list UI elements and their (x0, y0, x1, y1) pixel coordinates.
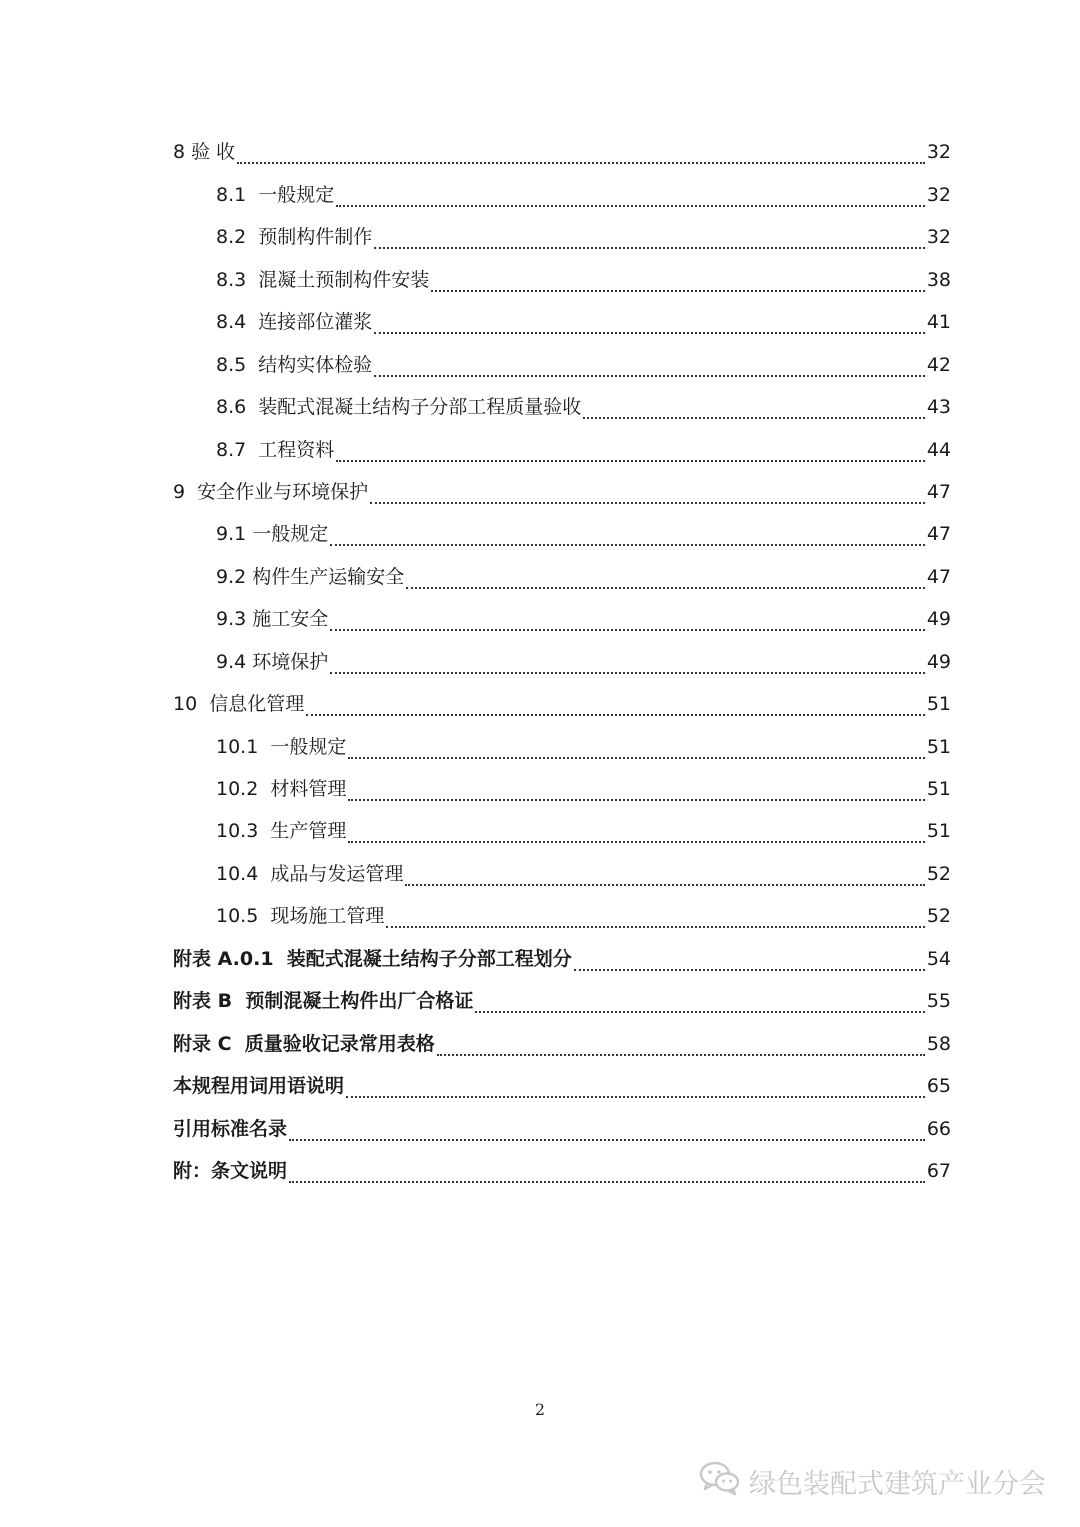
toc-entry-page: 42 (926, 353, 951, 376)
toc-entry-page: 49 (926, 608, 951, 631)
toc-leader-dots (406, 587, 925, 589)
toc-leader-dots (289, 1181, 925, 1183)
toc-entry-page: 47 (926, 480, 951, 503)
toc-entry-label: 8.7 工程资料 (216, 438, 335, 461)
toc-entry[interactable] (173, 683, 951, 725)
toc-entry-label: 9.1 一般规定 (216, 523, 329, 546)
toc-entry-page: 58 (926, 1032, 951, 1055)
toc-leader-dots (370, 502, 925, 504)
watermark-text: 绿色装配式建筑产业分会 (749, 1469, 1046, 1500)
toc-entry-label: 本规程用词用语说明 (173, 1075, 345, 1098)
toc-leader-dots (289, 1139, 925, 1141)
toc-entry[interactable] (173, 216, 951, 258)
toc-entry-label: 8.1 一般规定 (216, 183, 335, 206)
toc-leader-dots (386, 926, 924, 928)
toc-leader-dots (336, 460, 925, 462)
toc-entry[interactable] (173, 1022, 951, 1064)
toc-entry[interactable] (173, 810, 951, 852)
toc-entry[interactable] (173, 513, 951, 555)
toc-leader-dots (346, 1096, 925, 1098)
toc-leader-dots (330, 672, 925, 674)
toc-entry-page: 55 (926, 990, 951, 1013)
toc-entry-page: 47 (926, 523, 951, 546)
toc-entry-page: 67 (926, 1159, 951, 1182)
toc-entry-label: 8 验 收 (173, 141, 236, 164)
toc-entry-page: 51 (926, 820, 951, 843)
toc-leader-dots (405, 884, 924, 886)
toc-entry[interactable] (173, 768, 951, 810)
toc-entry[interactable] (173, 598, 951, 640)
toc-entry-label: 10.4 成品与发运管理 (216, 862, 404, 885)
toc-entry-label: 8.3 混凝土预制构件安装 (216, 268, 430, 291)
toc-entry-page: 41 (926, 311, 951, 334)
toc-entry[interactable] (173, 555, 951, 597)
toc-entry-label: 9.2 构件生产运输安全 (216, 565, 405, 588)
toc-entry-page: 32 (926, 226, 951, 249)
toc-entry[interactable] (173, 937, 951, 979)
toc-entry[interactable] (173, 173, 951, 215)
toc-entry[interactable] (173, 131, 951, 173)
toc-entry-page: 54 (926, 947, 951, 970)
toc-leader-dots (574, 969, 925, 971)
page-number: 2 (534, 1400, 546, 1419)
toc-entry[interactable] (173, 343, 951, 385)
watermark (699, 1460, 1046, 1503)
table-of-contents (173, 131, 951, 1192)
toc-entry-page: 32 (926, 141, 951, 164)
toc-leader-dots (374, 375, 925, 377)
toc-entry[interactable] (173, 258, 951, 300)
toc-leader-dots (306, 714, 925, 716)
toc-leader-dots (475, 1011, 924, 1013)
toc-leader-dots (374, 247, 925, 249)
toc-leader-dots (437, 1054, 925, 1056)
toc-leader-dots (336, 205, 925, 207)
toc-entry-label: 引用标准名录 (173, 1117, 288, 1140)
toc-leader-dots (348, 757, 924, 759)
toc-entry-label: 9 安全作业与环境保护 (173, 480, 369, 503)
wechat-icon (699, 1460, 741, 1503)
toc-entry[interactable] (173, 640, 951, 682)
toc-entry-page: 52 (926, 905, 951, 928)
toc-entry-page: 44 (926, 438, 951, 461)
toc-entry-page: 49 (926, 650, 951, 673)
toc-leader-dots (583, 417, 925, 419)
toc-leader-dots (330, 629, 925, 631)
toc-entry-label: 10.1 一般规定 (216, 735, 347, 758)
toc-leader-dots (431, 290, 925, 292)
toc-entry-page: 52 (926, 862, 951, 885)
toc-entry[interactable] (173, 895, 951, 937)
toc-entry[interactable] (173, 471, 951, 513)
toc-leader-dots (330, 544, 925, 546)
toc-entry-label: 附表 A.0.1 装配式混凝土结构子分部工程划分 (173, 947, 572, 970)
toc-entry-label: 10.3 生产管理 (216, 820, 347, 843)
toc-entry-page: 43 (926, 396, 951, 419)
toc-entry[interactable] (173, 386, 951, 428)
toc-entry-label: 8.4 连接部位灌浆 (216, 311, 373, 334)
toc-entry[interactable] (173, 725, 951, 767)
toc-entry-page: 47 (926, 565, 951, 588)
toc-entry[interactable] (173, 428, 951, 470)
toc-entry-label: 10.5 现场施工管理 (216, 905, 385, 928)
toc-entry-page: 51 (926, 778, 951, 800)
toc-entry-page: 65 (926, 1075, 951, 1098)
toc-entry-label: 附录 C 质量验收记录常用表格 (173, 1032, 435, 1055)
toc-entry-label: 10 信息化管理 (173, 693, 305, 716)
toc-entry[interactable] (173, 1107, 951, 1149)
toc-entry-label: 8.6 装配式混凝土结构子分部工程质量验收 (216, 396, 582, 419)
toc-entry-label: 附表 B 预制混凝土构件出厂合格证 (173, 990, 474, 1013)
toc-entry-page: 38 (926, 268, 951, 291)
toc-leader-dots (374, 332, 925, 334)
toc-entry-label: 附：条文说明 (173, 1159, 288, 1182)
toc-entry[interactable] (173, 1065, 951, 1107)
toc-entry[interactable] (173, 1150, 951, 1192)
toc-entry-page: 32 (926, 183, 951, 206)
toc-leader-dots (348, 799, 924, 801)
toc-leader-dots (348, 841, 924, 843)
toc-entry-label: 9.3 施工安全 (216, 608, 329, 631)
toc-entry-label: 8.2 预制构件制作 (216, 226, 373, 249)
toc-entry[interactable] (173, 852, 951, 894)
toc-entry-page: 51 (926, 693, 951, 716)
toc-entry-page: 51 (926, 735, 951, 758)
toc-entry-label: 8.5 结构实体检验 (216, 353, 373, 376)
toc-leader-dots (237, 162, 925, 164)
toc-entry[interactable] (173, 980, 951, 1022)
toc-entry-label: 9.4 环境保护 (216, 650, 329, 673)
toc-entry-label: 10.2 材料管理 (216, 778, 347, 800)
toc-entry[interactable] (173, 301, 951, 343)
toc-entry-page: 66 (926, 1117, 951, 1140)
